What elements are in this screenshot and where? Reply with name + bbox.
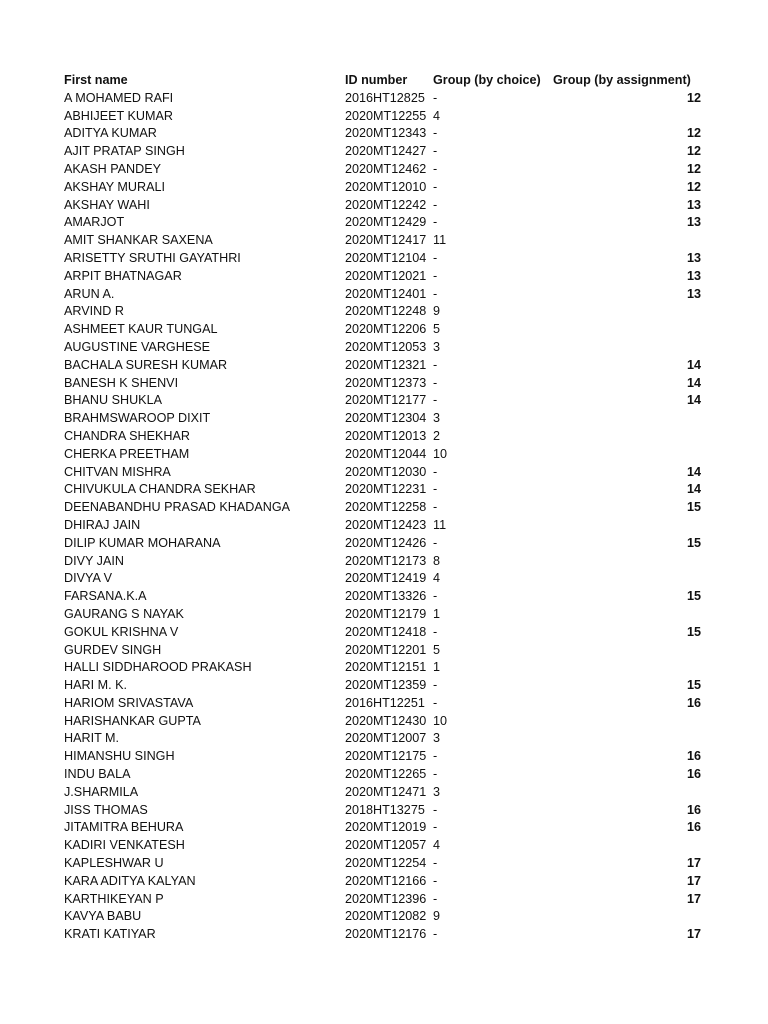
table-row — [64, 802, 714, 820]
first-name-cell: BANESH K SHENVI — [64, 375, 179, 390]
id-number-cell: 2020MT12417 — [345, 233, 427, 248]
id-number-cell: 2018HT13275 — [345, 802, 425, 817]
group-by-choice-cell: 4 — [433, 571, 441, 586]
first-name-cell: HARISHANKAR GUPTA — [64, 713, 201, 728]
first-name-cell: HALLI SIDDHAROOD PRAKASH — [64, 660, 252, 675]
group-by-choice-cell: - — [433, 286, 438, 301]
first-name-cell: CHIVUKULA CHANDRA SEKHAR — [64, 482, 256, 497]
id-number-cell: 2020MT12231 — [345, 482, 427, 497]
first-name-cell: CHERKA PREETHAM — [64, 446, 190, 461]
table-row — [64, 268, 714, 286]
first-name-cell: ARISETTY SRUTHI GAYATHRI — [64, 250, 241, 265]
first-name-cell: BRAHMSWAROOP DIXIT — [64, 411, 211, 426]
table-row — [64, 303, 714, 321]
group-by-assignment-cell: 15 — [686, 500, 701, 515]
table-row — [64, 570, 714, 588]
group-by-choice-cell: - — [433, 464, 438, 479]
table-row — [64, 232, 714, 250]
id-number-cell: 2020MT12426 — [345, 535, 427, 550]
first-name-cell: KAPLESHWAR U — [64, 856, 164, 871]
table-row — [64, 214, 714, 232]
group-by-assignment-cell: 12 — [686, 161, 701, 176]
id-number-cell: 2020MT12396 — [345, 891, 427, 906]
group-by-assignment-cell: 17 — [686, 891, 701, 906]
id-number-cell: 2020MT12258 — [345, 500, 427, 515]
group-by-choice-cell: - — [433, 678, 438, 693]
id-number-cell: 2020MT12255 — [345, 108, 427, 123]
table-row — [64, 321, 714, 339]
table-row — [64, 410, 714, 428]
id-number-cell: 2016HT12251 — [345, 695, 425, 710]
group-by-choice-cell: 4 — [433, 108, 441, 123]
table-row — [64, 197, 714, 215]
group-by-assignment-cell: 12 — [686, 179, 701, 194]
id-number-cell: 2020MT12471 — [345, 784, 427, 799]
id-number-cell: 2020MT12206 — [345, 322, 427, 337]
id-number-cell: 2020MT12176 — [345, 927, 427, 942]
id-number-cell: 2020MT12010 — [345, 179, 427, 194]
first-name-cell: BACHALA SURESH KUMAR — [64, 357, 228, 372]
first-name-cell: KRATI KATIYAR — [64, 927, 156, 942]
id-number-cell: 2020MT12104 — [345, 250, 427, 265]
id-number-cell: 2020MT12013 — [345, 428, 427, 443]
id-number-cell: 2020MT12177 — [345, 393, 427, 408]
group-by-assignment-cell: 14 — [686, 482, 701, 497]
first-name-cell: CHITVAN MISHRA — [64, 464, 171, 479]
id-number-cell: 2020MT12427 — [345, 144, 427, 159]
id-number-cell: 2020MT12304 — [345, 411, 427, 426]
id-number-cell: 2020MT12021 — [345, 268, 427, 283]
table-row — [64, 908, 714, 926]
first-name-cell: AJIT PRATAP SINGH — [64, 144, 185, 159]
table-row — [64, 891, 714, 909]
table-row — [64, 748, 714, 766]
group-by-choice-cell: - — [433, 90, 438, 105]
table-row — [64, 784, 714, 802]
first-name-cell: ARUN A. — [64, 286, 115, 301]
id-number-cell: 2020MT13326 — [345, 589, 427, 604]
id-number-cell: 2020MT12462 — [345, 161, 427, 176]
id-number-cell: 2020MT12201 — [345, 642, 427, 657]
first-name-cell: CHANDRA SHEKHAR — [64, 428, 190, 443]
group-by-choice-cell: - — [433, 589, 438, 604]
id-number-cell: 2020MT12248 — [345, 304, 427, 319]
id-number-cell: 2020MT12007 — [345, 731, 427, 746]
group-by-choice-cell: - — [433, 161, 438, 176]
first-name-cell: HARIT M. — [64, 731, 120, 746]
id-number-cell: 2020MT12401 — [345, 286, 427, 301]
id-number-cell: 2020MT12242 — [345, 197, 427, 212]
first-name-cell: GAURANG S NAYAK — [64, 606, 184, 621]
header-first-name: First name — [64, 73, 128, 87]
group-by-choice-cell: 8 — [433, 553, 441, 568]
id-number-cell: 2020MT12151 — [345, 660, 427, 675]
id-number-cell: 2016HT12825 — [345, 90, 425, 105]
group-by-choice-cell: - — [433, 927, 438, 942]
group-by-assignment-cell: 13 — [686, 250, 701, 265]
header-group-by-assignment: Group (by assignment) — [553, 73, 691, 87]
group-by-choice-cell: 11 — [433, 517, 447, 532]
first-name-cell: KAVYA BABU — [64, 909, 142, 924]
group-by-choice-cell: - — [433, 144, 438, 159]
first-name-cell: GURDEV SINGH — [64, 642, 162, 657]
id-number-cell: 2020MT12359 — [345, 678, 427, 693]
table-row — [64, 90, 714, 108]
table-row — [64, 161, 714, 179]
group-by-choice-cell: - — [433, 179, 438, 194]
table-row — [64, 642, 714, 660]
table-row — [64, 659, 714, 677]
id-number-cell: 2020MT12254 — [345, 856, 427, 871]
first-name-cell: KARA ADITYA KALYAN — [64, 873, 196, 888]
first-name-cell: AMARJOT — [64, 215, 125, 230]
group-by-choice-cell: - — [433, 197, 438, 212]
id-number-cell: 2020MT12057 — [345, 838, 427, 853]
table-row — [64, 428, 714, 446]
first-name-cell: JISS THOMAS — [64, 802, 148, 817]
id-number-cell: 2020MT12419 — [345, 571, 427, 586]
first-name-cell: ADITYA KUMAR — [64, 126, 157, 141]
first-name-cell: KADIRI VENKATESH — [64, 838, 185, 853]
group-by-assignment-cell: 12 — [686, 144, 701, 159]
table-row — [64, 339, 714, 357]
group-by-choice-cell: - — [433, 873, 438, 888]
table-row — [64, 125, 714, 143]
group-by-choice-cell: - — [433, 802, 438, 817]
first-name-cell: AKSHAY WAHI — [64, 197, 150, 212]
table-row — [64, 695, 714, 713]
group-by-assignment-cell: 16 — [686, 695, 701, 710]
table-body — [64, 90, 714, 944]
group-by-assignment-cell: 17 — [686, 927, 701, 942]
group-by-choice-cell: - — [433, 126, 438, 141]
first-name-cell: FARSANA.K.A — [64, 589, 147, 604]
group-by-assignment-cell: 15 — [686, 678, 701, 693]
header-row — [64, 72, 714, 90]
first-name-cell: ASHMEET KAUR TUNGAL — [64, 322, 218, 337]
group-by-choice-cell: 10 — [433, 446, 448, 461]
table-row — [64, 446, 714, 464]
group-by-choice-cell: 3 — [433, 411, 441, 426]
group-by-assignment-cell: 14 — [686, 464, 701, 479]
first-name-cell: ARVIND R — [64, 304, 124, 319]
table-row — [64, 535, 714, 553]
group-by-choice-cell: - — [433, 268, 438, 283]
table-row — [64, 837, 714, 855]
group-by-assignment-cell: 14 — [686, 393, 701, 408]
table-row — [64, 179, 714, 197]
group-by-assignment-cell: 17 — [686, 873, 701, 888]
first-name-cell: AUGUSTINE VARGHESE — [64, 339, 211, 354]
table-row — [64, 481, 714, 499]
table-row — [64, 392, 714, 410]
group-by-assignment-cell: 12 — [686, 90, 701, 105]
table-row — [64, 855, 714, 873]
group-assignment-table — [64, 72, 714, 944]
group-by-choice-cell: - — [433, 393, 438, 408]
id-number-cell: 2020MT12175 — [345, 749, 427, 764]
table-row — [64, 926, 714, 944]
group-by-choice-cell: - — [433, 624, 438, 639]
group-by-choice-cell: - — [433, 250, 438, 265]
id-number-cell: 2020MT12044 — [345, 446, 427, 461]
first-name-cell: ARPIT BHATNAGAR — [64, 268, 182, 283]
id-number-cell: 2020MT12373 — [345, 375, 427, 390]
group-by-assignment-cell: 15 — [686, 535, 701, 550]
table-row — [64, 357, 714, 375]
group-by-choice-cell: 9 — [433, 909, 441, 924]
first-name-cell: HARIOM SRIVASTAVA — [64, 695, 194, 710]
first-name-cell: BHANU SHUKLA — [64, 393, 162, 408]
id-number-cell: 2020MT12423 — [345, 517, 427, 532]
group-by-choice-cell: 5 — [433, 322, 441, 337]
id-number-cell: 2020MT12173 — [345, 553, 427, 568]
group-by-choice-cell: - — [433, 856, 438, 871]
table-row — [64, 464, 714, 482]
id-number-cell: 2020MT12321 — [345, 357, 427, 372]
table-row — [64, 766, 714, 784]
id-number-cell: 2020MT12166 — [345, 873, 427, 888]
group-by-assignment-cell: 16 — [686, 802, 701, 817]
group-by-choice-cell: - — [433, 375, 438, 390]
group-by-choice-cell: 4 — [433, 838, 441, 853]
group-by-choice-cell: 3 — [433, 784, 441, 799]
group-by-choice-cell: 3 — [433, 731, 441, 746]
id-number-cell: 2020MT12343 — [345, 126, 427, 141]
group-by-choice-cell: - — [433, 695, 438, 710]
first-name-cell: AKASH PANDEY — [64, 161, 162, 176]
first-name-cell: AMIT SHANKAR SAXENA — [64, 233, 213, 248]
first-name-cell: J.SHARMILA — [64, 784, 139, 799]
id-number-cell: 2020MT12429 — [345, 215, 427, 230]
group-by-choice-cell: - — [433, 820, 438, 835]
group-by-assignment-cell: 15 — [686, 624, 701, 639]
group-by-choice-cell: - — [433, 500, 438, 515]
group-by-assignment-cell: 14 — [686, 357, 701, 372]
id-number-cell: 2020MT12430 — [345, 713, 427, 728]
id-number-cell: 2020MT12179 — [345, 606, 427, 621]
group-by-choice-cell: - — [433, 482, 438, 497]
group-by-assignment-cell: 16 — [686, 749, 701, 764]
group-by-choice-cell: 3 — [433, 339, 441, 354]
group-by-choice-cell: 1 — [433, 606, 441, 621]
id-number-cell: 2020MT12053 — [345, 339, 427, 354]
group-by-assignment-cell: 16 — [686, 767, 701, 782]
table-row — [64, 873, 714, 891]
group-by-assignment-cell: 12 — [686, 126, 701, 141]
group-by-assignment-cell: 13 — [686, 197, 701, 212]
table-row — [64, 517, 714, 535]
table-row — [64, 553, 714, 571]
first-name-cell: DIVYA V — [64, 571, 113, 586]
group-by-choice-cell: 5 — [433, 642, 441, 657]
first-name-cell: DIVY JAIN — [64, 553, 124, 568]
table-row — [64, 375, 714, 393]
first-name-cell: HARI M. K. — [64, 678, 127, 693]
group-by-choice-cell: 10 — [433, 713, 448, 728]
id-number-cell: 2020MT12418 — [345, 624, 427, 639]
id-number-cell: 2020MT12082 — [345, 909, 427, 924]
table-row — [64, 713, 714, 731]
table-row — [64, 286, 714, 304]
table-row — [64, 624, 714, 642]
first-name-cell: DHIRAJ JAIN — [64, 517, 141, 532]
table-row — [64, 677, 714, 695]
group-by-choice-cell: - — [433, 357, 438, 372]
group-by-assignment-cell: 13 — [686, 215, 701, 230]
group-by-choice-cell: - — [433, 767, 438, 782]
group-by-assignment-cell: 13 — [686, 286, 701, 301]
group-by-assignment-cell: 17 — [686, 856, 701, 871]
table-row — [64, 250, 714, 268]
first-name-cell: DEENABANDHU PRASAD KHADANGA — [64, 500, 291, 515]
table-row — [64, 588, 714, 606]
header-group-by-choice: Group (by choice) — [433, 73, 541, 87]
first-name-cell: AKSHAY MURALI — [64, 179, 166, 194]
first-name-cell: INDU BALA — [64, 767, 131, 782]
group-by-choice-cell: - — [433, 749, 438, 764]
group-by-assignment-cell: 15 — [686, 589, 701, 604]
first-name-cell: GOKUL KRISHNA V — [64, 624, 179, 639]
group-by-choice-cell: - — [433, 215, 438, 230]
table-row — [64, 730, 714, 748]
table-row — [64, 108, 714, 126]
group-by-assignment-cell: 13 — [686, 268, 701, 283]
header-id-number: ID number — [345, 73, 408, 87]
group-by-assignment-cell: 16 — [686, 820, 701, 835]
group-by-choice-cell: 2 — [433, 428, 441, 443]
first-name-cell: KARTHIKEYAN P — [64, 891, 164, 906]
group-by-choice-cell: - — [433, 891, 438, 906]
id-number-cell: 2020MT12265 — [345, 767, 427, 782]
group-by-choice-cell: - — [433, 535, 438, 550]
id-number-cell: 2020MT12019 — [345, 820, 427, 835]
group-by-choice-cell: 1 — [433, 660, 441, 675]
table-row — [64, 143, 714, 161]
group-by-choice-cell: 11 — [433, 233, 447, 248]
first-name-cell: A MOHAMED RAFI — [64, 90, 174, 105]
id-number-cell: 2020MT12030 — [345, 464, 427, 479]
group-by-assignment-cell: 14 — [686, 375, 701, 390]
first-name-cell: DILIP KUMAR MOHARANA — [64, 535, 221, 550]
table-row — [64, 499, 714, 517]
first-name-cell: JITAMITRA BEHURA — [64, 820, 184, 835]
first-name-cell: ABHIJEET KUMAR — [64, 108, 173, 123]
group-by-choice-cell: 9 — [433, 304, 441, 319]
table-row — [64, 819, 714, 837]
first-name-cell: HIMANSHU SINGH — [64, 749, 175, 764]
table-row — [64, 606, 714, 624]
